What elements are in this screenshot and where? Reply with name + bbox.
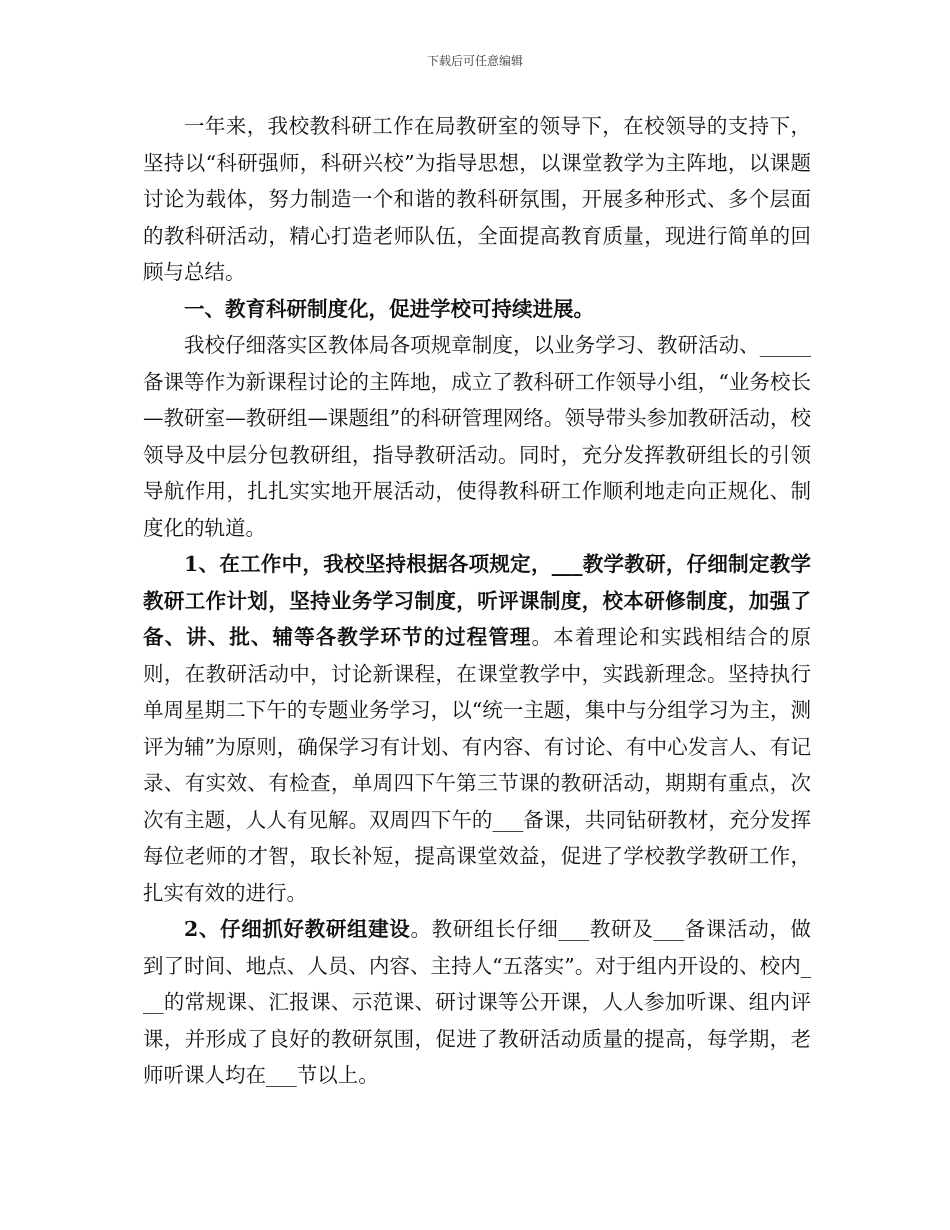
section-heading-1: 一、教育科研制度化，促进学校可持续进展。 (184, 296, 594, 321)
page-header-note: 下载后可任意编辑 (426, 54, 523, 68)
document-body (143, 108, 811, 1094)
point-2-text: 。教研组长仔细___教研及___备课活动，做到了时间、地点、人员、内容、主持人“五落实”。对于组内开设的、校内___的常规课、汇报课、示范课、研讨课等公开课，人人参加听课、组内评课，并形成了良好的教研氛围，促进了教研活动质量的提高，每学期，老师听课人均在___节以上。 (143, 917, 812, 1087)
paragraph-point-1 (143, 546, 811, 911)
point-1-text: 。本着理论和实践相结合的原则，在教研活动中，讨论新课程，在课堂教学中，实践新理念。坚持执行单周星期二下午的专题业务学习，以“统一主题，集中与分组学习为主，测评为辅”为原则，确保学习有计划、有内容、有讨论、有中心发言人、有记录、有实效、有检查，单周四下午第三节课的教研活动，期期有重点，次次有主题，人人有见解。双周四下午的___备课，共同钻研教材，充分发挥每位老师的才智，取长补短，提高课堂效益，促进了学校教学教研工作，扎实有效的进行。 (143, 625, 811, 905)
paragraph-point-2 (143, 911, 811, 1094)
paragraph-system: 我校仔细落实区教体局各项规章制度，以业务学习、教研活动、_____备课等作为新课程讨论的主阵地，成立了教科研工作领导小组，“业务校长—教研室—教研组—课题组”的科研管理网络。领导带头参加教研活动，校领导及中层分包教研组，指导教研活动。同时，充分发挥教研组长的引领导航作用，扎扎实实地开展活动，使得教科研工作顺利地走向正规化、制度化的轨道。 (143, 333, 811, 540)
point-1-bold-lead: 1、在工作中，我校坚持根据各项规定，___教学教研，仔细制定教学教研工作计划，坚持业务学习制度，听评课制度，校本研修制度，加强了备、讲、批、辅等各教学环节的过程管理 (143, 552, 811, 649)
paragraph-intro: 一年来，我校教科研工作在局教研室的领导下，在校领导的支持下，坚持以“科研强师，科研兴校”为指导思想，以课堂教学为主阵地，以课题讨论为载体，努力制造一个和谐的教科研氛围，开展多种形式、多个层面的教科研活动，精心打造老师队伍，全面提高教育质量，现进行简单的回顾与总结。 (143, 114, 811, 284)
point-2-bold-lead: 2、仔细抓好教研组建设 (184, 917, 411, 941)
